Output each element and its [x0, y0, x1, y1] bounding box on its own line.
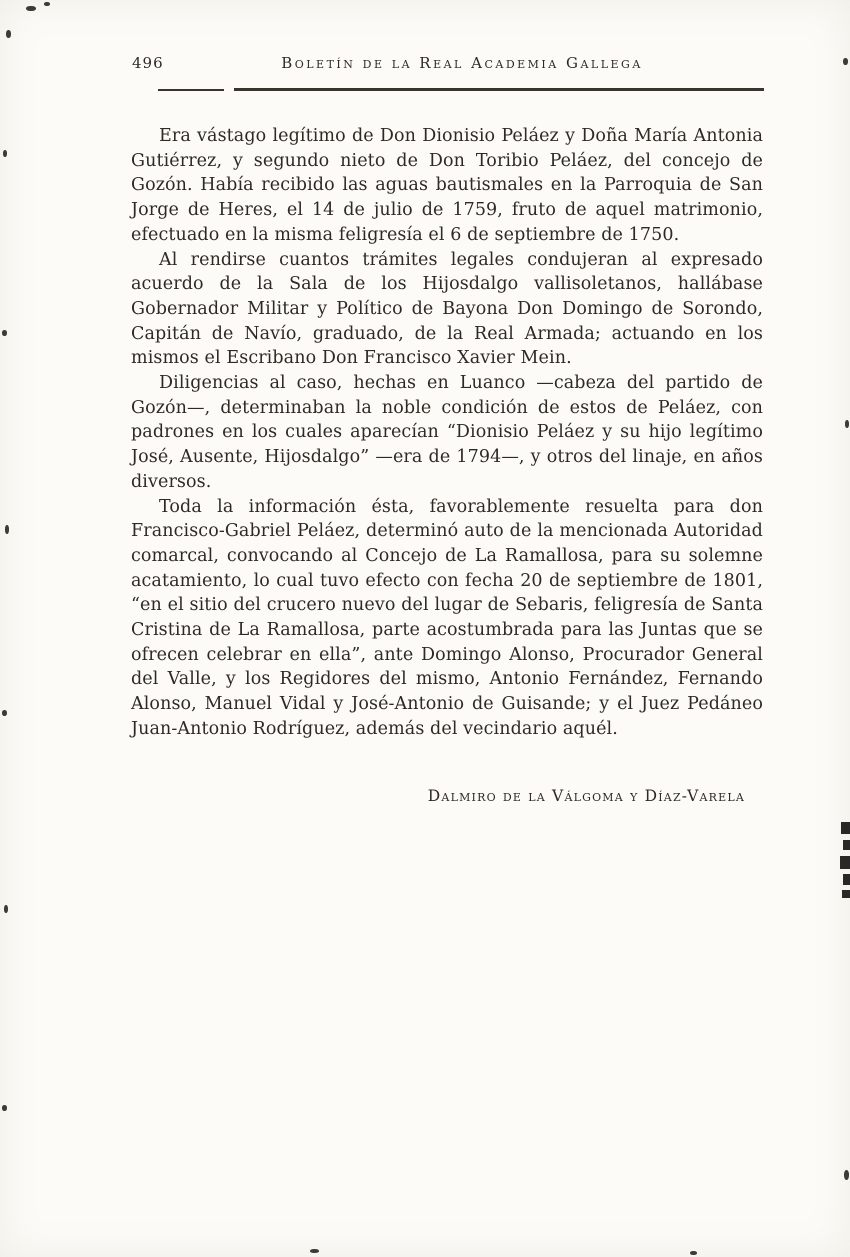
paragraph-4: Toda la información ésta, favorablemente resuelta para don Francisco-Gabriel Peláez, determinó auto de la mencionada Autoridad comarcal, convocando al Concejo de La Ramallosa, para su solemne acatamiento, lo cual tuvo efecto con fecha 20 de septiembre de 1801, “en el sitio del crucero nuevo del lugar de Sebaris, feligresía de Santa Cristina de La Ramallosa, parte acostumbrada para las Juntas que se ofrecen celebrar en ella”, ante Domingo Alonso, Procurador General del Valle, y los Regidores del mismo, Antonio Fernández, Fernando Alonso, Manuel Vidal y José-Antonio de Guisande; y el Juez Pedáneo Juan-Antonio Rodríguez, además del vecindario aquél.: [131, 496, 763, 739]
scan-noise-streak: [843, 840, 850, 850]
author-signature: Dalmiro de la Válgoma y Díaz-Varela: [427, 786, 745, 805]
header-rule-left: [158, 89, 224, 91]
scan-noise-speck: [690, 1251, 697, 1255]
page-body: [131, 124, 763, 808]
scan-noise-speck: [6, 30, 11, 38]
scan-noise-speck: [4, 905, 8, 913]
paragraph-3: Diligencias al caso, hechas en Luanco —cabeza del partido de Gozón—, determinaban la noble condición de estos de Peláez, con padrones en los cuales aparecían “Dionisio Peláez y su hijo legítimo José, Ausente, Hijosdalgo” —era de 1794—, y otros del linaje, en años diversos.: [131, 373, 763, 492]
scan-noise-streak: [843, 874, 850, 885]
scan-noise-speck: [26, 6, 36, 11]
scan-noise-speck: [5, 525, 9, 534]
scan-noise-speck: [845, 420, 849, 428]
scan-noise-streak: [841, 822, 850, 834]
paragraph-1: Era vástago legítimo de Don Dionisio Peláez y Doña María Antonia Gutiérrez, y segundo nieto de Don Toribio Peláez, del concejo de Gozón. Había recibido las aguas bautismales en la Parroquia de San Jorge de Heres, el 14 de julio de 1759, fruto de aquel matrimonio, efectuado en la misma feligresía el 6 de septiembre de 1750.: [131, 126, 763, 245]
scan-noise-speck: [843, 58, 848, 65]
scan-noise-speck: [2, 330, 7, 336]
scan-noise-streak: [840, 856, 850, 869]
scan-noise-speck: [3, 150, 7, 157]
scan-noise-streak: [842, 890, 850, 898]
journal-title: Boletín de la Real Academia Gallega: [281, 54, 643, 72]
header-rules: [158, 88, 764, 91]
scan-noise-speck: [310, 1249, 319, 1253]
header-rule-main: [234, 88, 764, 91]
scan-noise-speck: [2, 1105, 7, 1111]
scan-noise-speck: [44, 2, 50, 6]
page-header: [132, 54, 764, 72]
paragraph-2: Al rendirse cuantos trámites legales condujeran al expresado acuerdo de la Sala de los Hijosdalgo vallisoletanos, hallábase Gobernador Militar y Político de Bayona Don Domingo de Sorondo, Capitán de Navío, graduado, de la Real Armada; actuando en los mismos el Escribano Don Francisco Xavier Mein.: [131, 249, 763, 369]
scan-noise-speck: [2, 710, 7, 716]
scan-noise-speck: [844, 1170, 849, 1180]
page-number: 496: [132, 54, 164, 72]
